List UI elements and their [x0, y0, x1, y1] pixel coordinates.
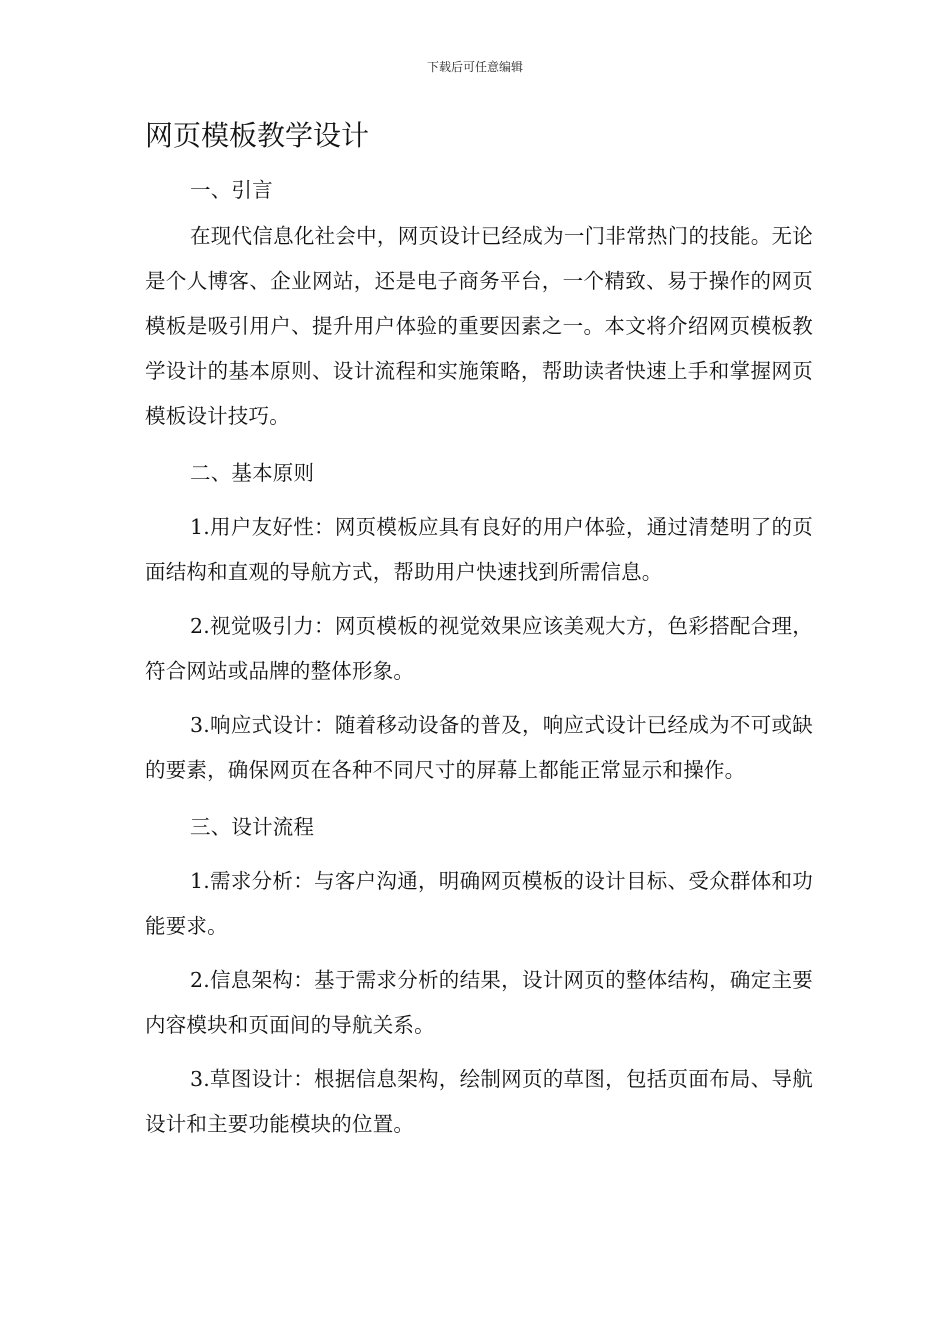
paragraph-principle-3: 3.响应式设计：随着移动设备的普及，响应式设计已经成为不可或缺的要素，确保网页在各种不同尺寸的屏幕上都能正常显示和操作。: [145, 713, 813, 782]
paragraph-intro: 在现代信息化社会中，网页设计已经成为一门非常热门的技能。无论是个人博客、企业网站，还是电子商务平台，一个精致、易于操作的网页模板是吸引用户、提升用户体验的重要因素之一。本文将介绍网页模板教学设计的基本原则、设计流程和实施策略，帮助读者快速上手和掌握网页模板设计技巧。: [145, 224, 813, 428]
section-heading-process: 三、设计流程: [190, 815, 315, 839]
section-heading-intro: 一、引言: [190, 178, 273, 202]
document-body: [145, 168, 813, 1147]
paragraph-process-2: 2.信息架构：基于需求分析的结果，设计网页的整体结构，确定主要内容模块和页面间的导航关系。: [145, 968, 813, 1037]
paragraph-process-3: 3.草图设计：根据信息架构，绘制网页的草图，包括页面布局、导航设计和主要功能模块的位置。: [145, 1067, 813, 1136]
header-note: 下载后可任意编辑: [426, 60, 523, 74]
paragraph-principle-2: 2.视觉吸引力：网页模板的视觉效果应该美观大方，色彩搭配合理，符合网站或品牌的整体形象。: [145, 614, 813, 683]
paragraph-process-1: 1.需求分析：与客户沟通，明确网页模板的设计目标、受众群体和功能要求。: [145, 869, 813, 938]
document-title: 网页模板教学设计: [145, 119, 370, 152]
section-heading-principles: 二、基本原则: [190, 461, 315, 485]
paragraph-principle-1: 1.用户友好性：网页模板应具有良好的用户体验，通过清楚明了的页面结构和直观的导航方式，帮助用户快速找到所需信息。: [145, 515, 813, 584]
